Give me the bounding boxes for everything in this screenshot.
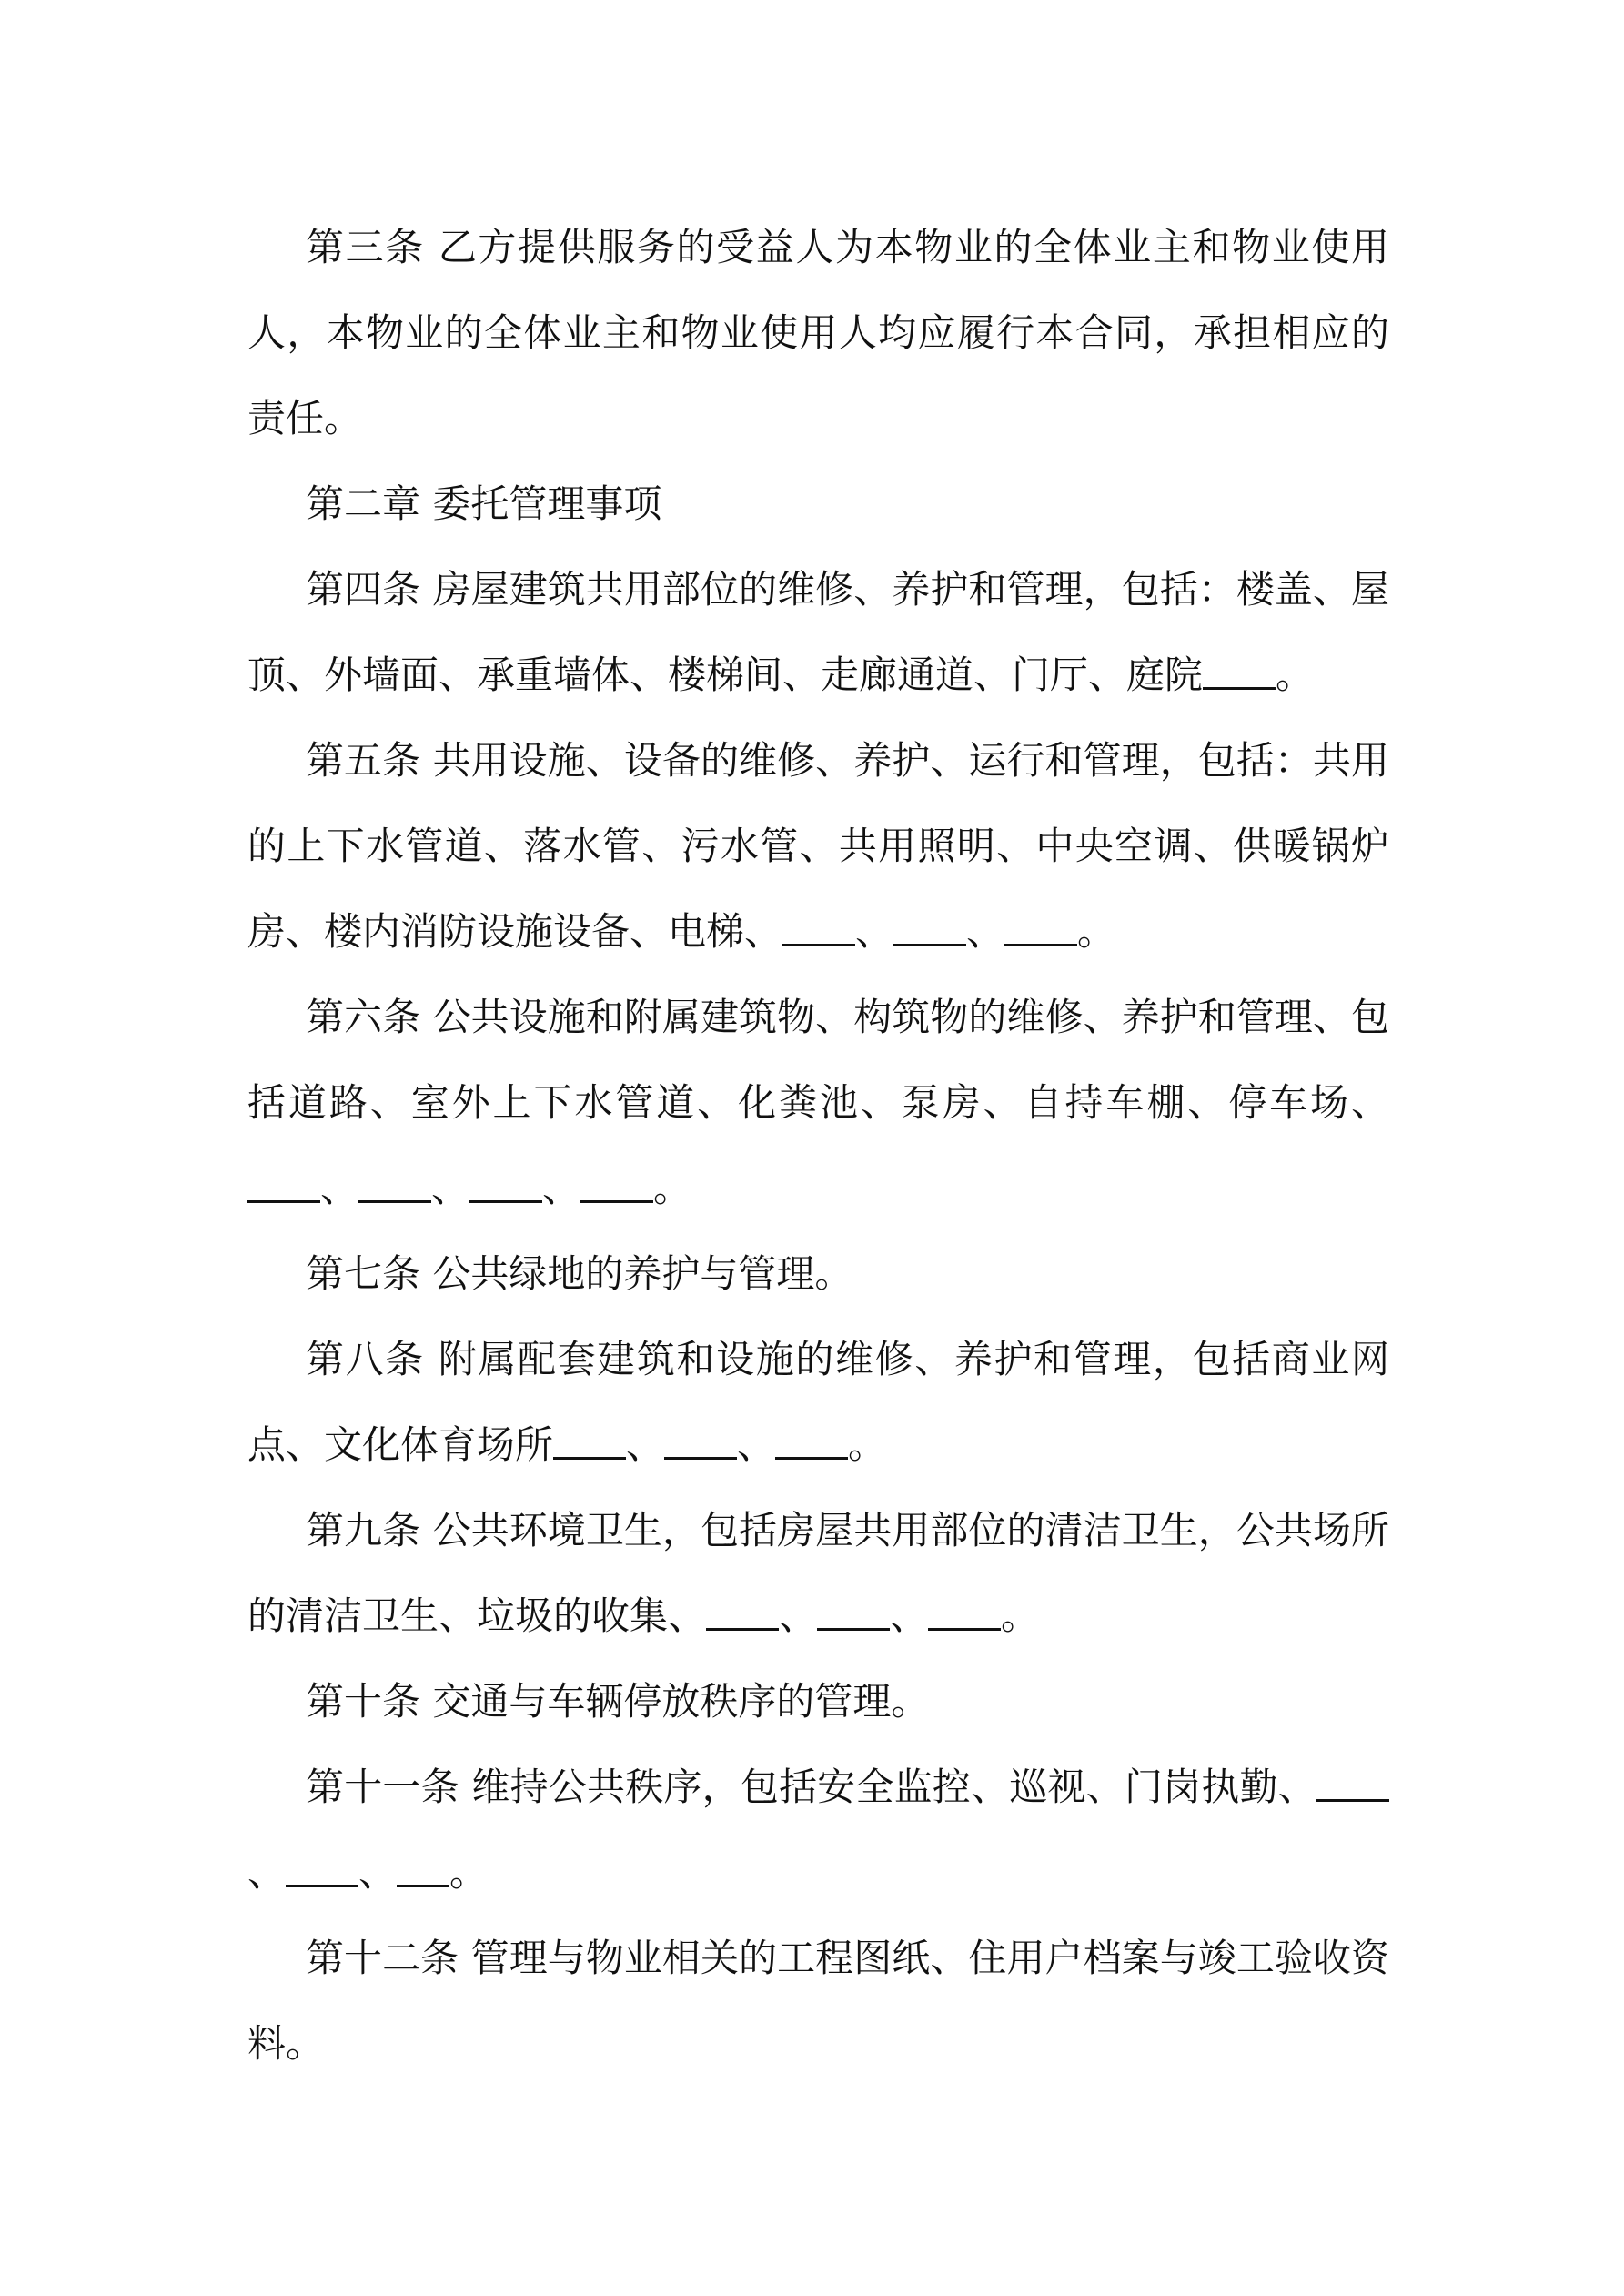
punctuation: 、 (431, 1166, 470, 1210)
punctuation: 、 (247, 1850, 287, 1895)
punctuation: 。 (848, 1422, 887, 1467)
punctuation: 、 (542, 1166, 581, 1210)
article-12 (247, 1916, 1389, 2087)
fill-blank (928, 1595, 1001, 1631)
punctuation: 、 (890, 1593, 929, 1638)
punctuation: 、 (737, 1422, 776, 1467)
article-5-text: 第五条 共用设施、设备的维修、养护、运行和管理，包括：共用的上下水管道、落水管、污水管、共用照明、中央空调、供暖锅炉房、楼内消防设施设备、电梯、 (247, 738, 1389, 954)
punctuation: 、 (855, 909, 894, 954)
article-7-text: 第七条 公共绿地的养护与管理。 (306, 1251, 853, 1296)
article-6-text: 第六条 公共设施和附属建筑物、构筑物的维修、养护和管理、包括道路、室外上下水管道、化粪池、泵房、自持车棚、停车场、 (247, 995, 1389, 1125)
fill-blank (580, 1168, 653, 1203)
fill-blank (893, 911, 966, 946)
article-12-text: 第十二条 管理与物业相关的工程图纸、住用户档案与竣工验收资料。 (247, 1936, 1389, 2066)
fill-blank (664, 1424, 737, 1460)
chapter-2-text: 第二章 委托管理事项 (306, 481, 662, 526)
article-4-text: 第四条 房屋建筑共用部位的维修、养护和管理，包括：楼盖、屋顶、外墙面、承重墙体、楼梯间、走廊通道、门厅、庭院 (247, 567, 1389, 697)
article-11-text: 第十一条 维持公共秩序，包括安全监控、巡视、门岗执勤、 (306, 1765, 1316, 1809)
punctuation: 。 (1276, 652, 1315, 697)
article-8 (247, 1317, 1389, 1488)
article-11 (247, 1745, 1389, 1916)
punctuation: 。 (449, 1850, 489, 1895)
punctuation: 、 (358, 1850, 398, 1895)
fill-blank (775, 1424, 848, 1460)
punctuation: 。 (1001, 1593, 1040, 1638)
chapter-2-heading (247, 461, 1389, 547)
fill-blank (247, 1168, 320, 1203)
article-6 (247, 975, 1389, 1231)
article-7 (247, 1231, 1389, 1317)
fill-blank (397, 1852, 449, 1887)
fill-blank (286, 1852, 358, 1887)
punctuation: 、 (966, 909, 1005, 954)
document-body (247, 205, 1389, 2087)
punctuation: 、 (626, 1422, 665, 1467)
fill-blank (817, 1595, 890, 1631)
article-4 (247, 547, 1389, 718)
fill-blank (1004, 911, 1077, 946)
punctuation: 、 (779, 1593, 818, 1638)
punctuation: 、 (320, 1166, 359, 1210)
article-8-text: 第八条 附属配套建筑和设施的维修、养护和管理，包括商业网点、文化体育场所 (247, 1337, 1389, 1467)
article-10 (247, 1659, 1389, 1745)
fill-blank (706, 1595, 779, 1631)
fill-blank (469, 1168, 542, 1203)
punctuation: 。 (1077, 909, 1116, 954)
article-9-text: 第九条 公共环境卫生，包括房屋共用部位的清洁卫生，公共场所的清洁卫生、垃圾的收集、 (247, 1508, 1389, 1638)
article-3-text: 第三条 乙方提供服务的受益人为本物业的全体业主和物业使用人，本物业的全体业主和物业使用人均应履行本合同，承担相应的责任。 (247, 225, 1389, 440)
fill-blank (553, 1424, 626, 1460)
punctuation: 。 (653, 1166, 692, 1210)
fill-blank (1316, 1766, 1389, 1802)
fill-blank (782, 911, 855, 946)
article-3 (247, 205, 1389, 461)
fill-blank (358, 1168, 431, 1203)
fill-blank (1203, 654, 1276, 690)
article-5 (247, 718, 1389, 975)
article-10-text: 第十条 交通与车辆停放秩序的管理。 (306, 1679, 930, 1724)
article-9 (247, 1488, 1389, 1659)
